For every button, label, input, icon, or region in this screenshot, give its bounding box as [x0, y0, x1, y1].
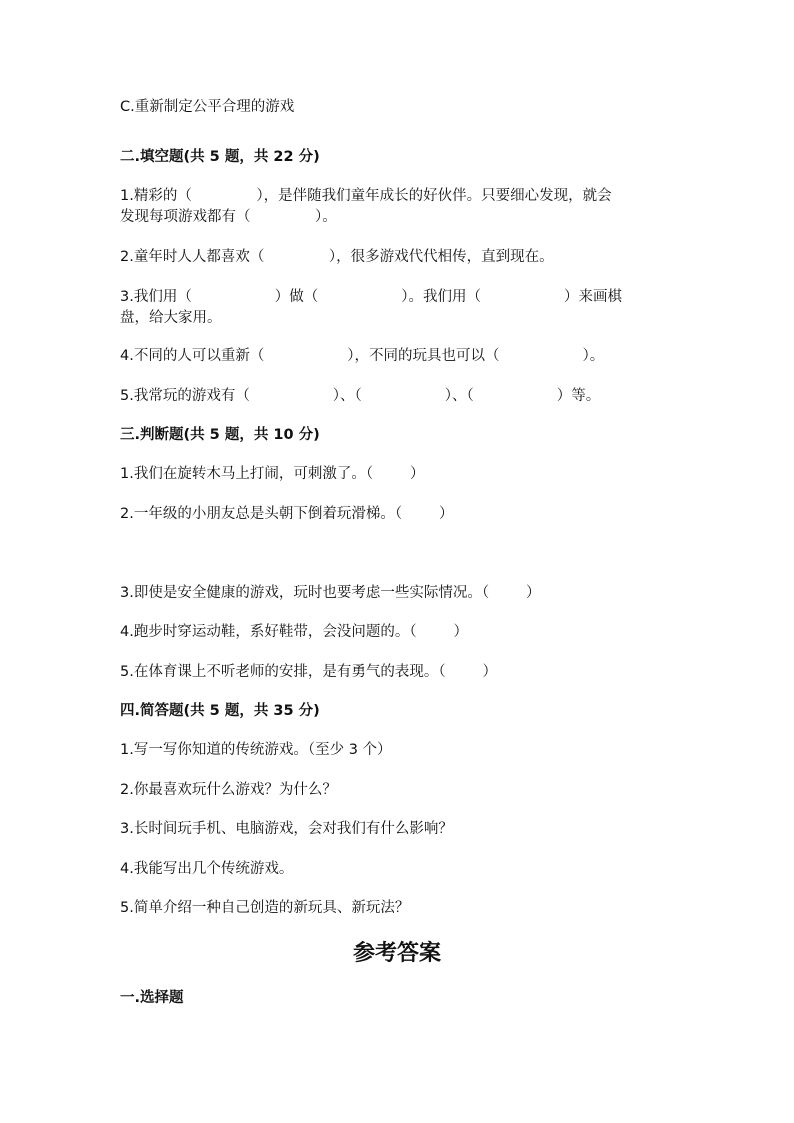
short-question-1: 1.写一写你知道的传统游戏。（至少 3 个） — [120, 742, 392, 758]
judge-question-5: 5.在体育课上不听老师的安排，是有勇气的表现。（ ） — [120, 664, 497, 680]
option-c: C.重新制定公平合理的游戏 — [120, 99, 295, 115]
fill-question-1-line-1: 1.精彩的（ ），是伴随我们童年成长的好伙伴。只要细心发现，就会 — [120, 188, 612, 204]
short-question-3: 3.长时间玩手机、电脑游戏，会对我们有什么影响？ — [120, 821, 453, 837]
fill-question-5: 5.我常玩的游戏有（ ）、（ ）、（ ）等。 — [120, 388, 601, 404]
judge-question-4: 4.跑步时穿运动鞋，系好鞋带，会没问题的。（ ） — [120, 624, 468, 640]
answers-section-heading: 一.选择题 — [120, 990, 184, 1006]
judge-question-1: 1.我们在旋转木马上打闹，可刺激了。（ ） — [120, 466, 425, 482]
section-heading-judgement: 三.判断题(共 5 题，共 10 分) — [120, 427, 320, 443]
section-heading-short-answer: 四.简答题(共 5 题，共 35 分) — [120, 703, 320, 719]
judge-question-2: 2.一年级的小朋友总是头朝下倒着玩滑梯。（ ） — [120, 506, 454, 522]
short-question-2: 2.你最喜欢玩什么游戏？为什么？ — [120, 782, 337, 798]
short-question-4: 4.我能写出几个传统游戏。 — [120, 861, 294, 877]
fill-question-3-line-2: 盘，给大家用。 — [120, 310, 222, 326]
fill-question-1-line-2: 发现每项游戏都有（ ）。 — [120, 209, 337, 225]
fill-question-2: 2.童年时人人都喜欢（ ），很多游戏代代相传，直到现在。 — [120, 249, 554, 265]
judge-question-3: 3.即使是安全健康的游戏，玩时也要考虑一些实际情况。（ ） — [120, 585, 541, 601]
fill-question-3-line-1: 3.我们用（ ）做（ ）。我们用（ ）来画棋 — [120, 289, 622, 305]
section-heading-fill-in: 二.填空题(共 5 题，共 22 分) — [120, 149, 320, 165]
fill-question-4: 4.不同的人可以重新（ ），不同的玩具也可以（ ）。 — [120, 348, 605, 364]
answers-title: 参考答案 — [352, 940, 441, 966]
short-question-5: 5.简单介绍一种自己创造的新玩具、新玩法？ — [120, 900, 410, 916]
